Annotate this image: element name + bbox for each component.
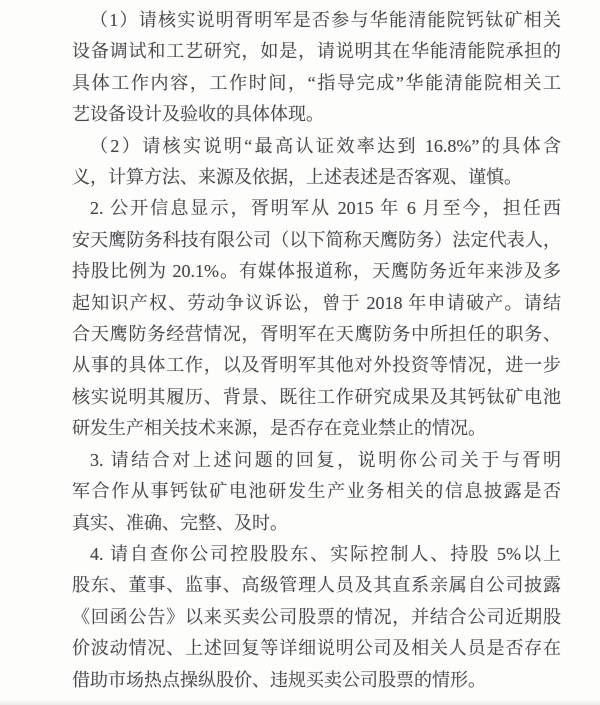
text-line: 股东、董事、监事、高级管理人员及其直系亲属自公司披露 [72,575,561,596]
text-line: 持股比例为 20.1%。有媒体报道称，天鹰防务近年来涉及多 [72,261,561,282]
text-line: 从事的具体工作，以及胥明军其他对外投资等情况，进一步 [72,355,561,376]
text-line: 安天鹰防务科技有限公司（以下简称天鹰防务）法定代表人， [72,229,561,250]
letter-body [72,5,561,696]
text-line: 4. 请自查你公司控股股东、实际控制人、持股 5%以上 [90,543,561,564]
text-line: 核实说明其履历、背景、既往工作研究成果及其钙钛矿电池 [72,386,561,407]
paragraph-item-1-sub-2 [72,131,561,194]
paragraph-item-2 [72,193,561,444]
text-line: 设备调试和工艺研究，如是，请说明其在华能清能院承担的 [72,41,561,62]
text-line: （1）请核实说明胥明军是否参与华能清能院钙钛矿相关 [90,10,561,30]
text-line: 艺设备设计及验收的具体体现。 [72,104,324,125]
paragraph-item-3 [72,445,561,539]
text-line: 研发生产相关技术来源，是否存在竞业禁止的情况。 [72,418,486,439]
paragraph-item-4 [72,539,561,696]
text-line: 价波动情况、上述回复等详细说明公司及相关人员是否存在 [72,638,561,659]
text-line: 《回函公告》以来买卖公司股票的情况，并结合公司近期股 [72,606,561,627]
text-line: 起知识产权、劳动争议诉讼，曾于 2018 年申请破产。请结 [72,292,561,313]
text-line: 军合作从事钙钛矿电池研发生产业务相关的信息披露是否 [72,481,561,502]
text-line: 具体工作内容，工作时间，“指导完成”华能清能院相关工 [72,72,561,93]
text-line: 3. 请结合对上述问题的回复，说明你公司关于与胥明 [90,449,561,470]
text-line: 真实、准确、完整、及时。 [72,512,288,533]
text-line: 借助市场热点操纵股价、违规买卖公司股票的情形。 [72,669,486,690]
text-line: 合天鹰防务经营情况，胥明军在天鹰防务中所担任的职务、 [72,324,561,345]
text-line: 义，计算方法、来源及依据，上述表述是否客观、谨慎。 [72,167,522,188]
paragraph-item-1-sub-1 [72,5,561,131]
text-line: （2）请核实说明“最高认证效率达到 16.8%”的具体含 [90,135,561,156]
text-line: 2. 公开信息显示，胥明军从 2015 年 6 月至今，担任西 [90,198,561,219]
